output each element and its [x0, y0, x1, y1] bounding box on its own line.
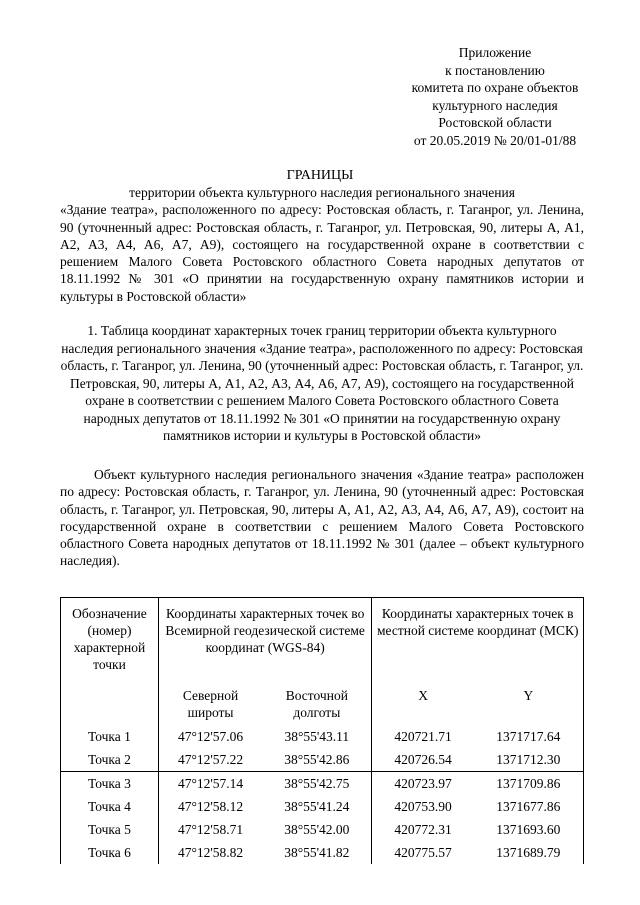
appendix-line: комитета по охране объектов	[411, 80, 579, 95]
cell-east: 38°55'42.75	[262, 772, 372, 796]
cell-y: 1371689.79	[474, 841, 584, 864]
cell-east: 38°55'42.86	[284, 752, 350, 767]
subheader-east: Восточной долготы	[285, 688, 348, 720]
cell-north: 47°12'57.14	[158, 772, 262, 796]
cell-east: 38°55'42.00	[284, 822, 350, 837]
appendix-line: от 20.05.2019 № 20/01-01/88	[413, 132, 577, 148]
table-row	[61, 795, 584, 818]
table-row	[61, 772, 584, 796]
intro-first-line: территории объекта культурного наследия регионального значения	[129, 185, 515, 200]
cell-x: 420775.57	[372, 841, 474, 864]
table-subheader-row	[61, 687, 584, 725]
cell-north: 47°12'58.82	[158, 841, 262, 864]
cell-x: 420753.90	[372, 795, 474, 818]
cell-x: 420721.71	[372, 725, 474, 748]
cell-x: 420723.97	[372, 772, 474, 796]
cell-point: Точка 1	[61, 725, 159, 748]
cell-point: Точка 6	[61, 841, 159, 864]
cell-north: 47°12'57.06	[158, 725, 262, 748]
table-row	[61, 725, 584, 748]
object-paragraph: Объект культурного наследия регионального значения «Здание театра» расположен по адресу: Ростовская область, г. Таганрог, ул. Ленина, 90 (уточненный адрес: Ростовская область, г. Таганрог, ул. Петровская, 90, литеры А, А1, А2, А3, А4, А6, А7, А9), состоит на государственной охране в соответствии с решением Малого Совета Ростовского областного Совета народных депутатов от 18.11.1992 № 301 (далее – объект культурного наследия).	[60, 467, 584, 569]
appendix-block	[380, 44, 610, 149]
cell-east: 38°55'43.11	[284, 729, 350, 744]
cell-north: 47°12'57.22	[158, 748, 262, 772]
cell-y: 1371709.86	[474, 772, 584, 796]
cell-east: 38°55'41.24	[284, 799, 350, 814]
subheader-x: X	[372, 687, 474, 725]
appendix-line: Приложение	[458, 45, 532, 60]
subheader-north: Северной широты	[158, 687, 262, 725]
table-row	[61, 748, 584, 772]
cell-north: 47°12'58.71	[158, 818, 262, 841]
document-heading: ГРАНИЦЫ	[286, 168, 354, 183]
cell-y: 1371693.60	[474, 818, 584, 841]
appendix-line: Ростовской области	[438, 115, 552, 130]
cell-point: Точка 3	[61, 772, 159, 796]
intro-paragraph	[60, 184, 584, 305]
cell-point: Точка 5	[61, 818, 159, 841]
section-title: 1. Таблица координат характерных точек границ территории объекта культурного наследия регионального значения «Здание театра», расположенного по адресу: Ростовская область, г. Таганрог, ул. Ленина, 90 (уточненный адрес: Ростовская область, г. Таганрог, ул. Петровская, 90, литеры А, А1, А2, А3, А4, А6, А7, А9), состоящего на государственной охране в соответствии с решением Малого Совета Ростовского областного Совета народных депутатов от 18.11.1992 № 301 «О принятии на государственную охрану памятников истории и культуры в Ростовской области»	[60, 323, 584, 443]
header-designation: Обозначение (номер) характерной точки	[61, 598, 159, 688]
cell-x: 420772.31	[372, 818, 474, 841]
table-header-row	[61, 598, 584, 688]
cell-east: 38°55'41.82	[284, 845, 350, 860]
intro-rest: «Здание театра», расположенного по адресу: Ростовская область, г. Таганрог, ул. Ленина, 90 (уточненный адрес: Ростовская область, г. Таганрог, ул. Петровская, 90, литеры А, А1, А2, А3, А4, А6, А7, А9), состоящего на государственной охране в соответствии с решением Малого Совета Ростовского областного Совета народных депутатов от 18.11.1992 № 301 «О принятии на государственную охрану памятников истории и культуры в Ростовской области»	[60, 202, 584, 304]
table-row	[61, 818, 584, 841]
cell-y: 1371677.86	[474, 795, 584, 818]
cell-point: Точка 2	[61, 748, 159, 772]
appendix-line: культурного наследия	[432, 97, 558, 113]
coordinates-table	[60, 597, 584, 864]
cell-north: 47°12'58.12	[158, 795, 262, 818]
header-msk: Координаты характерных точек в местной системе координат (МСК)	[372, 598, 584, 688]
cell-x: 420726.54	[372, 748, 474, 772]
cell-y: 1371717.64	[474, 725, 584, 748]
subheader-y: Y	[474, 687, 584, 725]
appendix-line: к постановлению	[445, 62, 545, 78]
header-wgs: Координаты характерных точек во Всемирной геодезической системе координат (WGS-84)	[158, 598, 372, 688]
cell-point: Точка 4	[61, 795, 159, 818]
cell-y: 1371712.30	[474, 748, 584, 772]
table-row	[61, 841, 584, 864]
